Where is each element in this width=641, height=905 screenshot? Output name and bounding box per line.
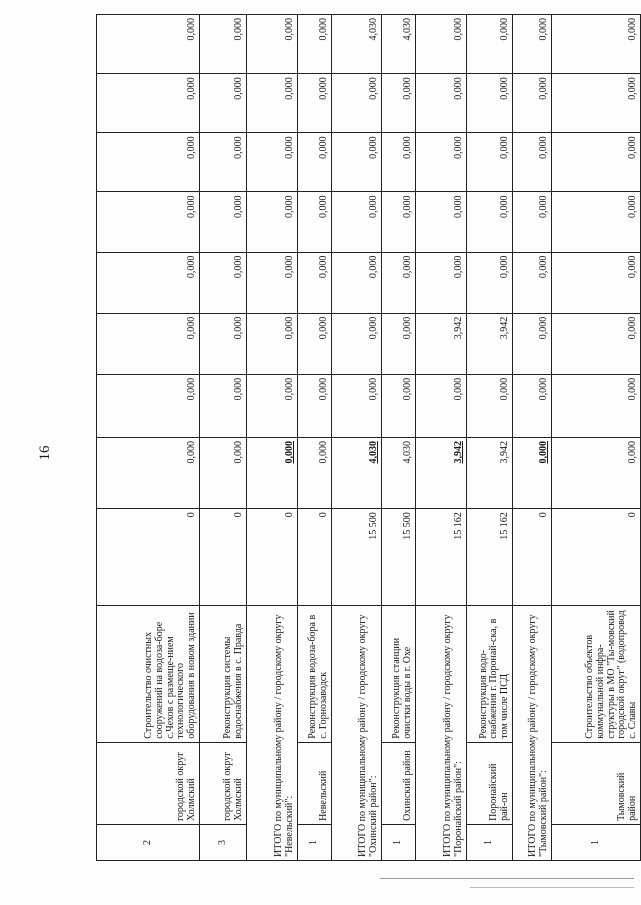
capacity-value: 15 500 (382, 509, 416, 606)
row-number: 1 (298, 824, 332, 860)
value-cell: 0,000 (298, 374, 332, 437)
district-name: Невельский (298, 742, 332, 824)
value-cell: 0,000 (200, 374, 247, 437)
value-cell: 0,000 (247, 313, 298, 374)
value-cell: 0,000 (416, 192, 467, 252)
object-name: Реконструкция водоза-бора в с. Горнозаводск (298, 606, 332, 742)
page-number: 16 (37, 445, 53, 461)
total-label: ИТОГО по муниципальному району / городскому округу "Невельский": (247, 606, 298, 861)
row-number: 1 (467, 824, 513, 860)
value-cell: 0,000 (382, 252, 416, 313)
value-cell: 0,000 (467, 74, 513, 133)
district-name: Тымовский район (552, 742, 641, 824)
value-cell: 0,000 (200, 133, 247, 192)
table-row (467, 15, 513, 861)
value-cell: 0,000 (382, 374, 416, 437)
value-cell: 0,000 (552, 74, 641, 133)
value-cell: 0,000 (247, 438, 298, 509)
value-cell: 0,000 (513, 438, 552, 509)
value-cell: 0,000 (97, 133, 200, 192)
table-row (382, 15, 416, 861)
value-cell: 0,000 (552, 192, 641, 252)
value-cell: 0,000 (247, 192, 298, 252)
value-cell: 0,000 (332, 374, 382, 437)
table-row (298, 15, 332, 861)
object-name: Строительство объектов коммунальной инфра-структуры в МО "Ты-мовский городской округ" (водопровод с. Славы (552, 606, 641, 742)
value-cell: 0,000 (247, 252, 298, 313)
value-cell: 0,000 (200, 192, 247, 252)
table-body (97, 15, 641, 861)
value-cell: 0,000 (513, 374, 552, 437)
capacity-value: 0 (298, 509, 332, 606)
value-cell: 3,942 (416, 313, 467, 374)
value-cell: 4,030 (332, 438, 382, 509)
table-row (200, 15, 247, 861)
value-cell: 0,000 (513, 74, 552, 133)
row-number: 1 (382, 824, 416, 860)
value-cell: 0,000 (513, 133, 552, 192)
value-cell: 0,000 (298, 438, 332, 509)
object-name: Реконструкция водо-снабжения г. Поронай-ска, в том числе ПСД (467, 606, 513, 742)
value-cell: 0,000 (382, 74, 416, 133)
value-cell: 0,000 (552, 313, 641, 374)
value-cell: 0,000 (467, 374, 513, 437)
value-cell: 0,000 (298, 133, 332, 192)
object-name: Реконструкция системы водоснабжения в с. Правда (200, 606, 247, 742)
value-cell: 0,000 (200, 438, 247, 509)
value-cell: 0,000 (552, 438, 641, 509)
table-row (97, 15, 200, 861)
value-cell: 0,000 (416, 74, 467, 133)
value-cell: 0,000 (552, 252, 641, 313)
value-cell: 0,000 (382, 133, 416, 192)
value-cell: 0,000 (298, 313, 332, 374)
total-row (332, 15, 382, 861)
value-cell: 0,000 (382, 313, 416, 374)
value-cell: 0,000 (247, 74, 298, 133)
capacity-value: 0 (97, 509, 200, 606)
value-cell: 0,000 (200, 252, 247, 313)
value-cell: 0,000 (97, 15, 200, 74)
row-number: 1 (552, 824, 641, 860)
object-name: Реконструкция станции очистки воды в г. Охе (382, 606, 416, 742)
value-cell: 0,000 (552, 374, 641, 437)
value-cell: 0,000 (298, 74, 332, 133)
value-cell: 3,942 (467, 313, 513, 374)
value-cell: 0,000 (416, 133, 467, 192)
capacity-value: 15 162 (467, 509, 513, 606)
district-name: городской округ Холмский (97, 742, 200, 824)
total-row (416, 15, 467, 861)
value-cell: 0,000 (416, 374, 467, 437)
district-name: Охинский район (382, 742, 416, 824)
value-cell: 0,000 (513, 15, 552, 74)
value-cell: 0,000 (416, 15, 467, 74)
value-cell: 0,000 (513, 252, 552, 313)
value-cell: 0,000 (332, 133, 382, 192)
value-cell: 0,000 (298, 252, 332, 313)
value-cell: 0,000 (200, 15, 247, 74)
capacity-value: 15 162 (416, 509, 467, 606)
value-cell: 0,000 (416, 252, 467, 313)
value-cell: 3,942 (416, 438, 467, 509)
table-row (552, 15, 641, 861)
value-cell: 0,000 (97, 438, 200, 509)
value-cell: 0,000 (513, 313, 552, 374)
value-cell: 0,000 (200, 74, 247, 133)
capacity-value: 15 500 (332, 509, 382, 606)
value-cell: 0,000 (467, 133, 513, 192)
total-label: ИТОГО по муниципальному району / городскому округу "Охинский район": (332, 606, 382, 861)
district-name: Поронайский рай-он (467, 742, 513, 824)
value-cell: 0,000 (513, 192, 552, 252)
capacity-value: 0 (200, 509, 247, 606)
total-row (513, 15, 552, 861)
value-cell: 4,030 (332, 15, 382, 74)
capacity-value: 0 (247, 509, 298, 606)
value-cell: 0,000 (382, 192, 416, 252)
rotated-table-container (96, 14, 639, 861)
value-cell: 0,000 (97, 252, 200, 313)
total-row (247, 15, 298, 861)
value-cell: 0,000 (97, 74, 200, 133)
value-cell: 0,000 (97, 192, 200, 252)
row-number: 3 (200, 824, 247, 860)
value-cell: 0,000 (332, 74, 382, 133)
investment-program-table (96, 14, 641, 861)
value-cell: 0,000 (552, 133, 641, 192)
value-cell: 0,000 (467, 15, 513, 74)
scan-artifact-line (470, 887, 634, 888)
value-cell: 0,000 (247, 133, 298, 192)
value-cell: 4,030 (382, 438, 416, 509)
object-name: Строительство очистных сооружений на водоза-боре с.Чехов с размеще-нием технологического оборудования в новом здании (97, 606, 200, 742)
value-cell: 0,000 (247, 15, 298, 74)
value-cell: 0,000 (467, 192, 513, 252)
total-label: ИТОГО по муниципальному району / городскому округу "Поронайский район": (416, 606, 467, 861)
value-cell: 0,000 (467, 252, 513, 313)
value-cell: 0,000 (332, 313, 382, 374)
capacity-value: 0 (513, 509, 552, 606)
value-cell: 4,030 (382, 15, 416, 74)
value-cell: 0,000 (247, 374, 298, 437)
row-number: 2 (97, 824, 200, 860)
scan-artifact-line (380, 878, 634, 879)
capacity-value: 0 (552, 509, 641, 606)
district-name: городской округ Холмский (200, 742, 247, 824)
total-label: ИТОГО по муниципальному району / городскому округу "Тымовский район": (513, 606, 552, 861)
value-cell: 0,000 (332, 192, 382, 252)
value-cell: 0,000 (298, 192, 332, 252)
value-cell: 0,000 (97, 313, 200, 374)
value-cell: 0,000 (97, 374, 200, 437)
value-cell: 0,000 (332, 252, 382, 313)
value-cell: 0,000 (298, 15, 332, 74)
value-cell: 0,000 (552, 15, 641, 74)
value-cell: 3,942 (467, 438, 513, 509)
value-cell: 0,000 (200, 313, 247, 374)
